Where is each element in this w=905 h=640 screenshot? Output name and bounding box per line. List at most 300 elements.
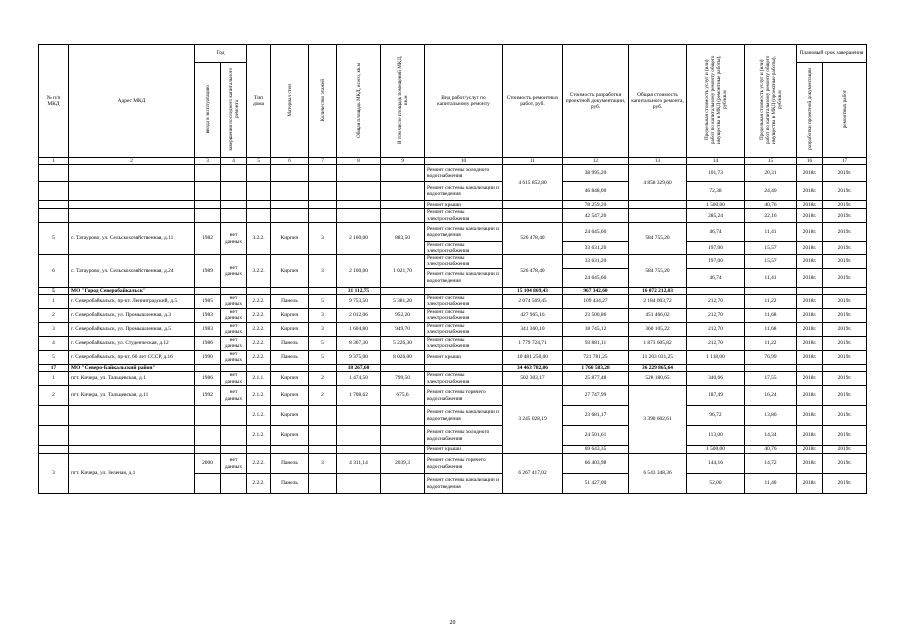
design-cost: 93 881,11 (563, 336, 629, 350)
column-number: 17 (823, 158, 867, 165)
design-cost: 24 645,60 (563, 222, 629, 241)
plan-design: 2018г. (797, 294, 823, 308)
column-number: 15 (745, 158, 797, 165)
repair-cost: 341 360,10 (503, 322, 563, 336)
year-commissioning: 2000 (195, 454, 221, 474)
address: с. Татаурово, ул. Сельскохозяйственная, д.24 (69, 255, 195, 287)
wall-material: Кирпич (271, 426, 309, 446)
address: пгт. Кичера, ул. Тальцевская, д.1 (69, 372, 195, 386)
limit-repair: 96,72 (687, 406, 745, 426)
total-area: 1 708,62 (337, 386, 381, 406)
column-number: 12 (563, 158, 629, 165)
work-type: Ремонт системы канализации и водоотведения (425, 222, 503, 241)
table-row (39, 336, 867, 350)
limit-design: 11,68 (745, 308, 797, 322)
table-row (39, 209, 867, 222)
wall-material: Кирпич (271, 255, 309, 287)
column-number: 9 (381, 158, 425, 165)
plan-repair: 2019г. (823, 201, 867, 209)
year-commissioning: 1992 (195, 386, 221, 406)
column-number: 11 (503, 158, 563, 165)
repair-cost: 2 074 569,45 (503, 294, 563, 308)
limit-design: 17,55 (745, 372, 797, 386)
floors: 2 (309, 386, 337, 406)
limit-repair: 101,73 (687, 165, 745, 182)
plan-repair: 2019г. (823, 241, 867, 254)
limit-repair: 187,49 (687, 386, 745, 406)
limit-repair: 1 118,00 (687, 350, 745, 364)
subtotal-total-cost: 36 229 865,64 (629, 364, 687, 371)
work-type: Ремонт системы электроснабжения (425, 322, 503, 336)
total-cost: 3 390 602,61 (629, 386, 687, 454)
total-area: 8 367,30 (337, 336, 381, 350)
plan-repair: 2019г. (823, 426, 867, 446)
plan-design: 2018г. (797, 322, 823, 336)
row-number: 1 (39, 372, 69, 386)
limit-design: 14,34 (745, 426, 797, 446)
plan-repair: 2019г. (823, 372, 867, 386)
column-number: 13 (629, 158, 687, 165)
header-house-type: Тип дома (247, 45, 271, 158)
total-cost: 584 755,20 (629, 255, 687, 287)
table-row (39, 255, 867, 268)
header-number: № п/п МКД (39, 45, 69, 158)
plan-design: 2018г. (797, 308, 823, 322)
total-cost: 528 180,65 (629, 372, 687, 386)
plan-repair: 2019г. (823, 209, 867, 222)
header-plan-repair: ремонтных работ (823, 63, 867, 158)
year-commissioning: 1986 (195, 372, 221, 386)
house-type: 3.2.2. (247, 255, 271, 287)
header-year-group: Год (195, 45, 247, 63)
address: г. Северобайкальск, ул. Промышленная, д.5 (69, 322, 195, 336)
plan-design: 2018г. (797, 446, 823, 454)
limit-repair: 46,74 (687, 268, 745, 287)
table-row (39, 454, 867, 474)
limit-design: 16,24 (745, 386, 797, 406)
column-number: 5 (247, 158, 271, 165)
capital-repair-table (38, 44, 867, 494)
table-row (39, 222, 867, 241)
column-number: 8 (337, 158, 381, 165)
house-type: 2.1.2. (247, 406, 271, 426)
subtotal-row (39, 287, 867, 294)
header-plan-design: разработки проектной документации (797, 63, 823, 158)
total-area: 9 375,00 (337, 350, 381, 364)
floors: 5 (309, 294, 337, 308)
year-last-repair: нет данных (221, 222, 247, 254)
design-cost: 23 500,86 (563, 308, 629, 322)
column-number: 4 (221, 158, 247, 165)
plan-repair: 2019г. (823, 322, 867, 336)
limit-repair: 340,66 (687, 372, 745, 386)
plan-repair: 2019г. (823, 294, 867, 308)
wall-material: Кирпич (271, 386, 309, 406)
work-type: Ремонт системы электроснабжения (425, 241, 503, 254)
table-row (39, 350, 867, 364)
plan-repair: 2019г. (823, 386, 867, 406)
repair-cost: 3 245 028,19 (503, 386, 563, 454)
design-cost: 33 631,20 (563, 255, 629, 268)
plan-design: 2018г. (797, 426, 823, 446)
premises-area: 5 381,20 (381, 294, 425, 308)
limit-design: 11,41 (745, 268, 797, 287)
premises-area: 2039,3 (381, 454, 425, 474)
column-number: 16 (797, 158, 823, 165)
design-cost: 38 995,20 (563, 165, 629, 182)
address: г. Северобайкальск, пр-кт. Ленинградский, д.5 (69, 294, 195, 308)
plan-design: 2018г. (797, 201, 823, 209)
limit-repair: 285,24 (687, 209, 745, 222)
design-cost: 78 259,20 (563, 201, 629, 209)
plan-repair: 2019г. (823, 308, 867, 322)
floors: 3 (309, 222, 337, 254)
plan-repair: 2019г. (823, 165, 867, 182)
design-cost: 24 501,61 (563, 426, 629, 446)
total-area: 2 160,00 (337, 222, 381, 254)
capital-repair-table-sheet (38, 44, 866, 494)
wall-material: Панель (271, 294, 309, 308)
limit-design: 76,99 (745, 350, 797, 364)
limit-repair: 212,70 (687, 294, 745, 308)
work-type: Ремонт крыши (425, 201, 503, 209)
limit-design: 22,16 (745, 209, 797, 222)
wall-material: Кирпич (271, 406, 309, 426)
row-number: 4 (39, 336, 69, 350)
limit-repair: 52,00 (687, 474, 745, 494)
house-type: 2.2.2. (247, 294, 271, 308)
plan-repair: 2019г. (823, 336, 867, 350)
subtotal-row (39, 364, 867, 371)
column-number: 3 (195, 158, 221, 165)
limit-design: 24,40 (745, 182, 797, 201)
work-type: Ремонт системы электроснабжения (425, 294, 503, 308)
design-cost: 25 877,48 (563, 372, 629, 386)
design-cost: 23 681,17 (563, 406, 629, 426)
limit-repair: 46,74 (687, 222, 745, 241)
plan-design: 2018г. (797, 372, 823, 386)
year-last-repair: нет данных (221, 294, 247, 308)
year-last-repair: нет данных (221, 350, 247, 364)
premises-area: 799,50 (381, 372, 425, 386)
total-area: 9 753,50 (337, 294, 381, 308)
design-cost: 69 643,35 (563, 446, 629, 454)
page-number: 20 (449, 620, 456, 626)
house-type: 2.1.2. (247, 426, 271, 446)
plan-design: 2018г. (797, 386, 823, 406)
total-cost: 6 543 348,36 (629, 454, 687, 494)
row-number: 5 (39, 222, 69, 254)
design-cost: 42 547,20 (563, 209, 629, 222)
work-type: Ремонт крыши (425, 350, 503, 364)
header-year-commissioning: ввода в эксплуатацию (195, 63, 221, 158)
address: пгт. Кичера, ул. Тальцевская, д.11 (69, 386, 195, 406)
plan-design: 2018г. (797, 454, 823, 474)
wall-material: Кирпич (271, 308, 309, 322)
limit-repair: 212,70 (687, 308, 745, 322)
row-number: 2 (39, 386, 69, 406)
house-type: 2.2.2. (247, 308, 271, 322)
subtotal-total-cost: 16 072 212,03 (629, 287, 687, 294)
limit-design: 13,86 (745, 406, 797, 426)
work-type: Ремонт системы электроснабжения (425, 255, 503, 268)
floors: 3 (309, 454, 337, 474)
house-type: 2.2.2. (247, 454, 271, 474)
header-total-area: Общая площадь МКД, всего, кв.м (337, 45, 381, 158)
table-row (39, 372, 867, 386)
address: пгт. Кичера, ул. Зеленая, д.1 (69, 454, 195, 494)
work-type: Ремонт системы электроснабжения (425, 372, 503, 386)
plan-design: 2018г. (797, 406, 823, 426)
limit-design: 40,76 (745, 201, 797, 209)
floors: 3 (309, 322, 337, 336)
limit-repair: 1 500,00 (687, 446, 745, 454)
plan-design: 2018г. (797, 209, 823, 222)
wall-material: Панель (271, 474, 309, 494)
subtotal-name: МО "Северо-Байкальский район" (69, 364, 195, 371)
limit-design: 11,22 (745, 336, 797, 350)
table-row (39, 322, 867, 336)
column-number: 10 (425, 158, 503, 165)
column-number: 14 (687, 158, 745, 165)
header-plan-group: Плановый срок завершения (797, 45, 867, 63)
subtotal-area: 18 267,60 (337, 364, 381, 371)
year-last-repair: нет данных (221, 322, 247, 336)
year-last-repair: нет данных (221, 386, 247, 406)
house-type: 3.2.2. (247, 222, 271, 254)
table-row (39, 386, 867, 406)
design-cost: 109 434,27 (563, 294, 629, 308)
plan-design: 2018г. (797, 474, 823, 494)
table-row (39, 165, 867, 182)
table-row (39, 426, 867, 446)
total-area: 2 160,00 (337, 255, 381, 287)
design-cost: 24 645,60 (563, 268, 629, 287)
total-cost: 451 466,02 (629, 308, 687, 322)
subtotal-repair-cost: 15 104 869,43 (503, 287, 563, 294)
work-type: Ремонт системы электроснабжения (425, 336, 503, 350)
work-type: Ремонт системы холодного водоснабжения (425, 165, 503, 182)
column-number: 6 (271, 158, 309, 165)
plan-repair: 2019г. (823, 406, 867, 426)
floors: 3 (309, 255, 337, 287)
limit-repair: 1 500,00 (687, 201, 745, 209)
subtotal-number: 5 (39, 287, 69, 294)
premises-area: 675,6 (381, 386, 425, 406)
year-last-repair: нет данных (221, 308, 247, 322)
limit-repair: 212,70 (687, 322, 745, 336)
total-cost: 4 858 329,60 (629, 165, 687, 201)
header-premises-area: В том числе площадь помещений МКД, кв.м (381, 45, 425, 158)
wall-material: Кирпич (271, 372, 309, 386)
plan-repair: 2019г. (823, 446, 867, 454)
year-commissioning: 1990 (195, 350, 221, 364)
column-number: 1 (39, 158, 69, 165)
design-cost: 27 747,99 (563, 386, 629, 406)
house-type: 2.2.2. (247, 474, 271, 494)
subtotal-design-cost: 967 342,60 (563, 287, 629, 294)
work-type: Ремонт системы горячего водоснабжения (425, 454, 503, 474)
house-type: 2.1.1. (247, 372, 271, 386)
total-cost: 360 105,22 (629, 322, 687, 336)
plan-repair: 2019г. (823, 474, 867, 494)
work-type: Ремонт системы холодного водоснабжения (425, 426, 503, 446)
premises-area: 883,50 (381, 222, 425, 254)
year-last-repair: нет данных (221, 372, 247, 386)
year-commissioning: 1986 (195, 336, 221, 350)
header-year-last-repair: завершения последнего капитального ремонта (221, 63, 247, 158)
repair-cost: 427 965,16 (503, 308, 563, 322)
total-cost: 2 184 003,72 (629, 294, 687, 308)
design-cost: 33 631,20 (563, 241, 629, 254)
premises-area: 8 026,00 (381, 350, 425, 364)
total-cost: 1 873 605,82 (629, 336, 687, 350)
row-number: 3 (39, 322, 69, 336)
floors: 5 (309, 350, 337, 364)
premises-area: 952,20 (381, 308, 425, 322)
subtotal-area: 31 112,75 (337, 287, 381, 294)
address: г. Северобайкальск, ул. Студенческая, д.12 (69, 336, 195, 350)
plan-repair: 2019г. (823, 255, 867, 268)
header-repair-cost: Стоимость ремонтных работ, руб. (503, 45, 563, 158)
wall-material: Кирпич (271, 222, 309, 254)
header-work-type: Вид работ/услуг по капитальному ремонту (425, 45, 503, 158)
plan-design: 2018г. (797, 350, 823, 364)
table-row (39, 201, 867, 209)
house-type: 2.2.2. (247, 350, 271, 364)
limit-design: 20,31 (745, 165, 797, 182)
row-number: 6 (39, 255, 69, 287)
floors: 3 (309, 308, 337, 322)
limit-design: 40,76 (745, 446, 797, 454)
subtotal-number: 17 (39, 364, 69, 371)
row-number: 5 (39, 350, 69, 364)
limit-design: 14,72 (745, 454, 797, 474)
table-row (39, 446, 867, 454)
house-type: 2.2.2. (247, 322, 271, 336)
house-type: 2.1.2. (247, 386, 271, 406)
year-commissioning: 1982 (195, 222, 221, 254)
repair-cost: 6 267 417,02 (503, 454, 563, 494)
total-area: 4 311,14 (337, 454, 381, 474)
year-commissioning: 1989 (195, 255, 221, 287)
limit-repair: 197,00 (687, 255, 745, 268)
total-cost: 584 755,20 (629, 222, 687, 254)
plan-repair: 2019г. (823, 222, 867, 241)
row-number: 1 (39, 294, 69, 308)
floors: 5 (309, 336, 337, 350)
limit-repair: 197,00 (687, 241, 745, 254)
work-type: Ремонт системы горячего водоснабжения (425, 386, 503, 406)
column-number-row (39, 158, 867, 165)
address: г. Северобайкальск, ул. Промышленная, д.3 (69, 308, 195, 322)
plan-repair: 2019г. (823, 350, 867, 364)
design-cost: 66 403,98 (563, 454, 629, 474)
year-last-repair: нет данных (221, 454, 247, 474)
premises-area: 5 226,30 (381, 336, 425, 350)
repair-cost: 4 615 852,80 (503, 165, 563, 201)
wall-material: Панель (271, 454, 309, 474)
limit-repair: 144,16 (687, 454, 745, 474)
table-row (39, 294, 867, 308)
limit-repair: 113,00 (687, 426, 745, 446)
total-area: 1 604,80 (337, 322, 381, 336)
table-row (39, 182, 867, 201)
plan-design: 2018г. (797, 165, 823, 182)
plan-design: 2018г. (797, 222, 823, 241)
header-address: Адрес МКД (69, 45, 195, 158)
plan-design: 2018г. (797, 255, 823, 268)
plan-design: 2018г. (797, 182, 823, 201)
subtotal-name: МО "Город Северобайкальск" (69, 287, 195, 294)
repair-cost: 10 481 250,00 (503, 350, 563, 364)
limit-design: 11,22 (745, 294, 797, 308)
limit-repair: 72,38 (687, 182, 745, 201)
plan-design: 2018г. (797, 268, 823, 287)
limit-design: 15,57 (745, 255, 797, 268)
address: г. Северобайкальск, пр-кт. 60 лет СССР, д.16 (69, 350, 195, 364)
column-number: 2 (69, 158, 195, 165)
plan-repair: 2019г. (823, 268, 867, 287)
work-type: Ремонт системы канализации и водоотведения (425, 406, 503, 426)
design-cost: 46 848,00 (563, 182, 629, 201)
limit-design: 11,40 (745, 474, 797, 494)
year-commissioning: 1983 (195, 322, 221, 336)
year-commissioning: 1985 (195, 294, 221, 308)
work-type: Ремонт системы электроснабжения (425, 209, 503, 222)
year-last-repair: нет данных (221, 255, 247, 287)
header-floors: Количество этажей (309, 45, 337, 158)
header-wall-material: Материал стен (271, 45, 309, 158)
year-last-repair: нет данных (221, 336, 247, 350)
repair-cost: 526 478,40 (503, 222, 563, 254)
table-row (39, 406, 867, 426)
design-cost: 18 745,12 (563, 322, 629, 336)
header-total-cost: Общая стоимость капитального ремонта, руб. (629, 45, 687, 158)
subtotal-design-cost: 1 766 583,28 (563, 364, 629, 371)
repair-cost: 526 478,40 (503, 255, 563, 287)
premises-area: 949,70 (381, 322, 425, 336)
work-type: Ремонт системы канализации и водоотведения (425, 268, 503, 287)
plan-repair: 2019г. (823, 454, 867, 474)
row-number: 2 (39, 308, 69, 322)
header-design-cost: Стоимость разработки проектной документации, руб. (563, 45, 629, 158)
work-type: Ремонт системы канализации и водоотведения (425, 474, 503, 494)
subtotal-repair-cost: 34 463 782,06 (503, 364, 563, 371)
row-number: 3 (39, 454, 69, 494)
limit-design: 15,57 (745, 241, 797, 254)
limit-repair: 212,70 (687, 336, 745, 350)
header-limit-design: Предельная стоимость услуг и (или) работ по капитальному ремонту общего имущества в МКД (проектные работы), руб/кв.м (745, 45, 797, 158)
total-area: 2 012,06 (337, 308, 381, 322)
house-type: 2.2.2. (247, 336, 271, 350)
plan-design: 2018г. (797, 336, 823, 350)
year-commissioning: 1983 (195, 308, 221, 322)
wall-material: Панель (271, 336, 309, 350)
wall-material: Панель (271, 350, 309, 364)
repair-cost: 1 779 724,71 (503, 336, 563, 350)
work-type: Ремонт крыши (425, 446, 503, 454)
header-limit-repair: Предельная стоимость услуг и (или) работ по капитальному ремонту общего имущества в МКД (ремонтные работы), руб/кв.м (687, 45, 745, 158)
plan-design: 2018г. (797, 241, 823, 254)
table-row (39, 308, 867, 322)
total-area: 1 474,50 (337, 372, 381, 386)
floors: 2 (309, 372, 337, 386)
wall-material: Кирпич (271, 322, 309, 336)
limit-design: 11,68 (745, 322, 797, 336)
repair-cost: 502 303,17 (503, 372, 563, 386)
limit-design: 11,41 (745, 222, 797, 241)
